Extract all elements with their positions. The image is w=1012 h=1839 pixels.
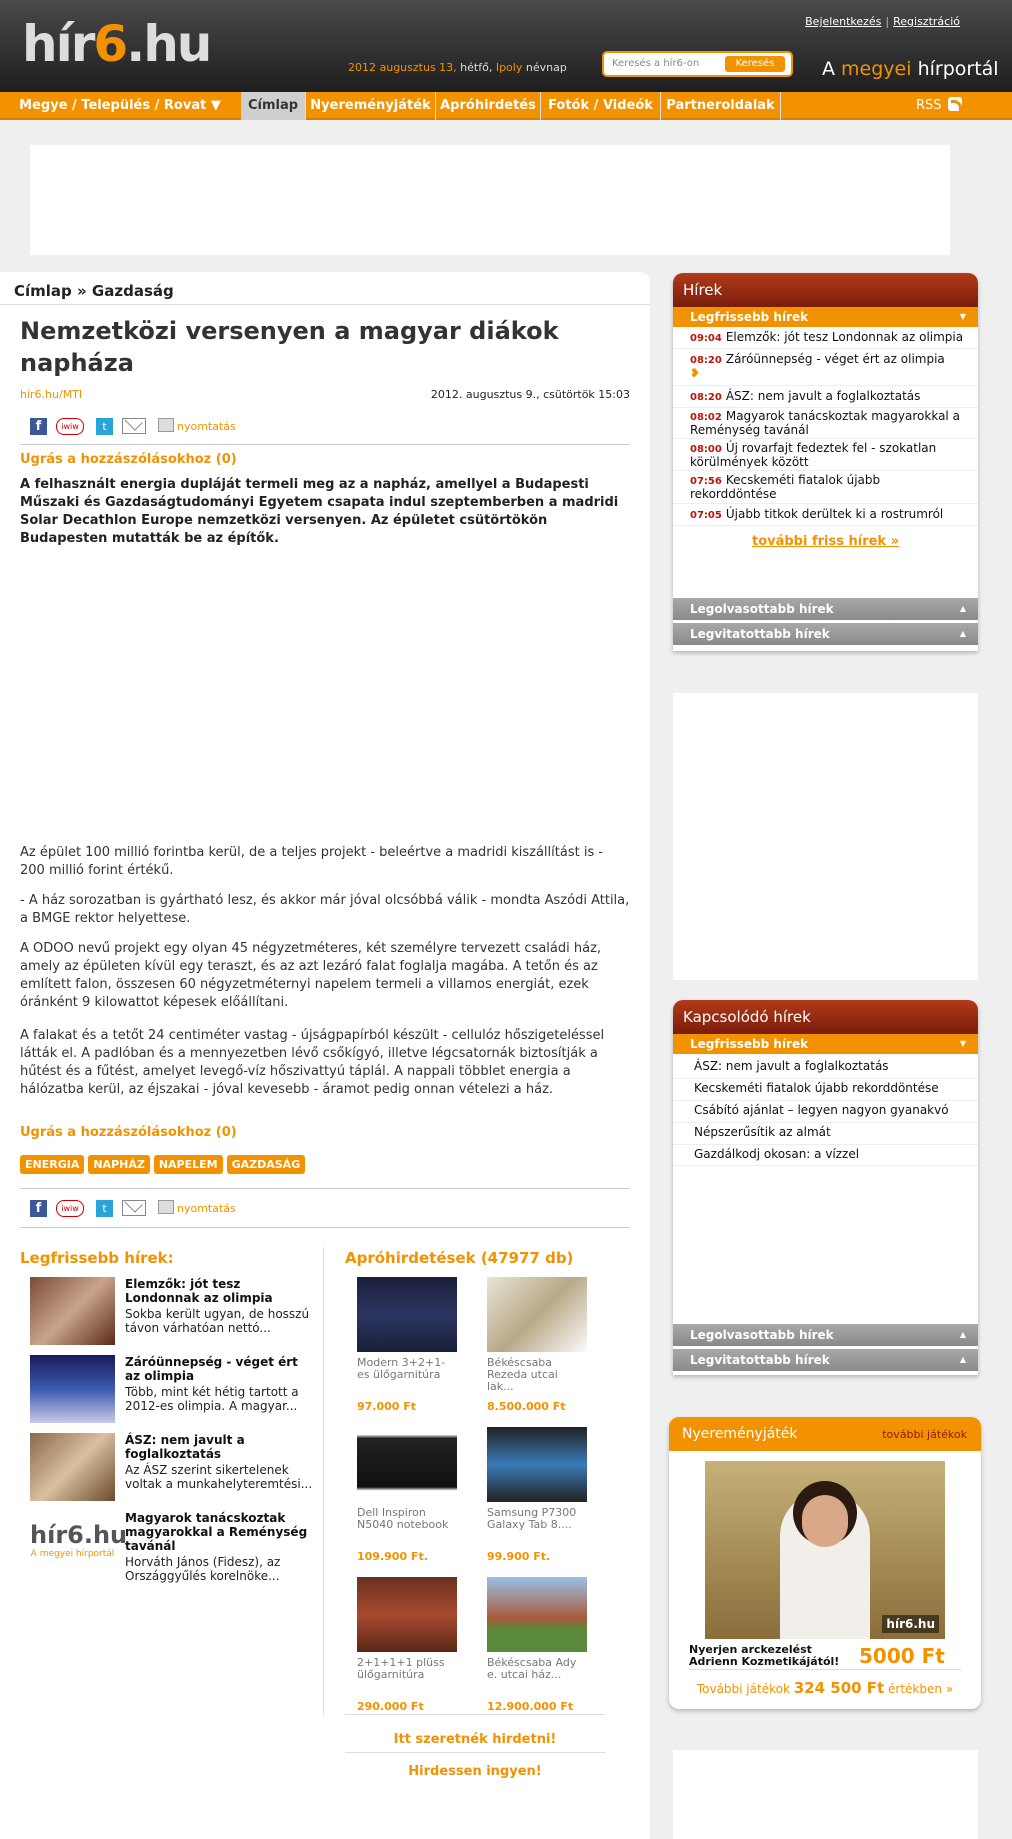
advertise-here-link[interactable]: Itt szeretnék hirdetni! [393,1732,557,1747]
article-lead: A felhasznált energia dupláját termeli meg az a napház, amellyel a Budapesti Műszaki és Gazdaságtudományi Egyetem csapata indul szeptemberben a madridi Solar Decathlon Europe nemzetközi versenyen. Az épületet csütörtökön Budapesten mutatták be az építők. [20,477,619,546]
news-excerpt: Az ÁSZ szerint sikertelenek voltak a munkahelyteremtési... [125,1463,313,1491]
chevron-down-icon: ▼ [959,312,966,321]
latest-news-title: Legfrissebb hírek: [20,1249,174,1267]
prize-game-description[interactable]: Nyerjen arckezelést Adrienn Kozmetikájától! [689,1643,840,1668]
classified-photo[interactable] [487,1427,587,1502]
classifieds-title[interactable]: Apróhirdetések (47977 db) [345,1249,574,1267]
divider [673,525,978,526]
chevron-up-icon: ▲ [959,629,966,638]
latest-news-item[interactable] [30,1511,320,1581]
nav-nyeremenyjatek[interactable]: Nyereményjáték [306,92,436,120]
classified-photo[interactable] [357,1577,457,1652]
news-list-item[interactable]: 08:20 Záróünnepség - véget ért az olimpia ❥ [690,352,945,380]
classified-title[interactable]: Dell Inspiron N5040 notebook [357,1506,449,1531]
column-divider [323,1247,324,1715]
main-nav [0,92,1012,120]
article-title: Nemzetközi versenyen a magyar diákok napháza [20,317,559,377]
divider [673,503,978,504]
logo-text: hír6.hu [30,1521,128,1549]
rss-link[interactable]: RSS [916,92,962,120]
chevron-up-icon: ▲ [959,1330,966,1339]
news-list-item[interactable]: 07:56 Kecskeméti fiatalok újabb rekorddöntése [690,473,881,501]
article-paragraph: A falakat és a tetőt 24 centiméter vastag - újságpapírból készült - cellulóz hőszigeteléssel látták el. A padlóban és a mennyezetben lévő csőkígyó, illetve légcsatornák biztosítják a hűtést és a fűtést, amelyet levegő-víz hőszivattyú táplál. A nappali többlet energia a hálózatba kerül, az éjszakai - jóval kevesebb - áramot pedig onnan vételezi a ház. [20,1028,605,1097]
article-source[interactable]: hír6.hu/MTI [20,388,83,401]
tag-napelem[interactable]: NAPELEM [154,1155,223,1174]
facebook-icon[interactable]: f [30,1200,47,1217]
chevron-up-icon: ▲ [959,1355,966,1364]
related-item[interactable]: Népszerűsítik az almát [694,1125,831,1139]
classified-title[interactable]: 2+1+1+1 plüss ülőgarnitúra [357,1656,445,1681]
olympic-flame-icon: ❥ [690,366,701,380]
divider [345,1752,605,1753]
divider [673,385,978,386]
classified-price: 8.500.000 Ft [487,1400,566,1413]
search-input[interactable]: Keresés a hír6-on [612,58,700,69]
divider [345,1714,605,1715]
nav-fotok-videok[interactable]: Fotók / Videók [541,92,661,120]
divider [673,1165,978,1166]
news-headline[interactable]: Magyarok tanácskoztak magyarokkal a Reménység tavánál [125,1511,308,1553]
print-icon[interactable] [158,418,174,432]
news-list-item[interactable]: 09:04 Elemzők: jót tesz Londonnak az olimpia [690,330,964,344]
article-column [0,272,650,1839]
news-list-item[interactable]: 08:02 Magyarok tanácskoztak magyarokkal a Reménység tavánál [690,409,960,437]
divider [673,470,978,471]
tab-latest-related[interactable]: Legfrissebb hírek ▼ [673,1034,978,1054]
sidebar-ad [673,693,978,980]
classified-photo[interactable] [357,1277,457,1352]
divider [673,1100,978,1101]
news-list-item[interactable]: 08:00 Új rovarfajt fedeztek fel - szokatlan körülmények között [690,441,937,469]
news-excerpt: Sokba került ugyan, de hosszú távon várhatóan nettó... [125,1307,310,1335]
site-header [0,0,1012,92]
tab-latest-news[interactable]: Legfrissebb hírek ▼ [673,307,978,327]
tag-list [20,1155,309,1174]
more-games-footer[interactable]: További játékok 324 500 Ft értékben » [696,1679,954,1697]
divider [20,444,630,445]
tagline: A megyei hírportál [822,58,999,80]
photo-watermark: hír6.hu [882,1615,939,1633]
print-link[interactable]: nyomtatás [177,420,236,433]
news-thumbnail[interactable] [30,1277,115,1345]
more-news-link[interactable]: további friss hírek » [751,534,900,549]
facebook-icon[interactable]: f [30,418,47,435]
register-link[interactable]: Regisztráció [893,15,960,28]
divider [673,348,978,349]
top-ad-banner [30,145,950,255]
news-headline[interactable]: Záróünnepség - véget ért az olimpia [125,1355,298,1383]
article-date: 2012. augusztus 9., csütörtök 15:03 [430,388,630,401]
classified-item[interactable] [345,1577,455,1727]
tab-most-debated-related[interactable]: Legvitatottabb hírek ▲ [673,1349,978,1371]
latest-news-item[interactable] [30,1433,320,1503]
tab-most-read[interactable]: Legolvasottabb hírek ▲ [673,598,978,620]
prize-game-photo[interactable] [705,1461,945,1639]
classified-item[interactable] [475,1277,585,1427]
divider [673,438,978,439]
tag-gazdasag[interactable]: GAZDASÁG [227,1155,306,1174]
breadcrumb-divider [0,304,650,305]
latest-news-item[interactable] [30,1277,320,1347]
article-paragraph: - A ház sorozatban is gyártható lesz, és akkor már jóval olcsóbbá válik - mondta Aszódi Attila, a BMGE rektor helyettese. [20,893,630,926]
classified-title[interactable]: Békéscsaba Rezeda utcai lak... [487,1356,558,1393]
login-link[interactable]: Bejelentkezés [805,15,882,28]
classified-photo[interactable] [357,1427,457,1502]
related-news-box [673,1000,978,1375]
news-thumbnail[interactable] [30,1355,115,1423]
classified-item[interactable] [475,1427,585,1577]
site-logo[interactable]: hír6.hu [22,15,211,73]
divider [673,1144,978,1145]
tab-most-read-related[interactable]: Legolvasottabb hírek ▲ [673,1324,978,1346]
classified-item[interactable] [475,1577,585,1727]
rss-icon [948,97,962,111]
breadcrumb[interactable]: Címlap » Gazdaság [14,282,174,300]
print-icon[interactable] [158,1200,174,1214]
logo-subtext: A megyei hírportál [30,1549,115,1559]
classified-price: 290.000 Ft [357,1700,424,1713]
divider [673,1078,978,1079]
email-icon[interactable] [122,418,146,434]
chevron-down-icon: ▼ [959,1039,966,1048]
classified-photo[interactable] [487,1277,587,1352]
tag-naphaz[interactable]: NAPHÁZ [88,1155,149,1174]
tag-energia[interactable]: ENERGIA [20,1155,84,1174]
classified-price: 97.000 Ft [357,1400,417,1413]
classified-price: 99.900 Ft. [487,1550,551,1563]
classified-price: 12.900.000 Ft [487,1700,574,1713]
news-headline[interactable]: Elemzők: jót tesz Londonnak az olimpia [125,1277,273,1305]
article-paragraph: Az épület 100 millió forintba kerül, de a teljes projekt - beleértve a madridi kiszállítást is - 200 millió forint értékű. [20,845,604,878]
classified-title[interactable]: Samsung P7300 Galaxy Tab 8.... [487,1506,577,1531]
news-headline[interactable]: ÁSZ: nem javult a foglalkoztatás [125,1433,245,1461]
person-face [802,1495,848,1547]
chevron-up-icon: ▲ [959,604,966,613]
jump-to-comments-link[interactable]: Ugrás a hozzászólásokhoz (0) [20,452,237,467]
divider [689,1669,961,1670]
classified-photo[interactable] [487,1577,587,1652]
nav-region-menu[interactable]: Megye / Település / Rovat ▼ [19,98,221,113]
header-date: 2012 augusztus 13, hétfő, Ipoly névnap [348,61,567,74]
news-list-item[interactable]: 07:05 Újabb titkok derültek ki a rostrumról [690,507,944,521]
twitter-icon[interactable]: t [96,1200,113,1217]
classified-price: 109.900 Ft. [357,1550,428,1563]
news-excerpt: Horváth János (Fidesz), az Országgyűlés korelnöke... [125,1555,281,1583]
news-thumbnail[interactable] [30,1433,115,1501]
divider [20,1227,630,1228]
classified-item[interactable] [345,1277,455,1427]
divider [673,407,978,408]
sidebar-ad-bottom [673,1750,978,1839]
news-box [673,273,978,651]
latest-news-item[interactable] [30,1355,320,1425]
iwiw-icon[interactable]: iwiw [56,418,84,435]
account-links: Bejelentkezés | Regisztráció [805,15,960,28]
related-item[interactable]: Kecskeméti fiatalok újabb rekorddöntése [694,1081,939,1095]
email-icon[interactable] [122,1200,146,1216]
prize-game-box [669,1417,981,1709]
news-box-title: Hírek [673,273,978,307]
print-link[interactable]: nyomtatás [177,1202,236,1215]
jump-to-comments-link-bottom[interactable]: Ugrás a hozzászólásokhoz (0) [20,1125,237,1140]
prize-game-title[interactable]: Nyereményjáték [682,1426,798,1442]
nav-partneroldalak[interactable]: Partneroldalak [661,92,781,120]
related-item[interactable]: Gazdálkodj okosan: a vízzel [694,1147,860,1161]
iwiw-icon[interactable]: iwiw [56,1200,84,1217]
divider [20,1188,630,1189]
related-item[interactable]: ÁSZ: nem javult a foglalkoztatás [694,1059,889,1073]
divider [673,1122,978,1123]
nav-cimlap[interactable]: Címlap [241,92,306,120]
related-box-title: Kapcsolódó hírek [673,1000,978,1034]
search-button[interactable]: Keresés [725,56,785,72]
search-box [602,51,793,77]
related-item[interactable]: Csábító ajánlat – legyen nagyon gyanakvó [694,1103,949,1117]
classified-title[interactable]: Békéscsaba Ady e. utcai ház... [487,1656,577,1681]
tab-most-debated[interactable]: Legvitatottabb hírek ▲ [673,623,978,645]
twitter-icon[interactable]: t [96,418,113,435]
prize-game-value: 5000 Ft [859,1644,945,1668]
classified-item[interactable] [345,1427,455,1577]
nav-aprohirdetes[interactable]: Apróhirdetés [436,92,541,120]
article-paragraph: A ODOO nevű projekt egy olyan 45 négyzetméteres, két személyre tervezett családi ház, amely az épületen kívül egy teraszt, és az azt lezáró falat foglalja magába. A tetőn és az említett falon, összesen 60 négyzetméternyi napelem termeli a villamos energiát, ezek óránként 9 kilowattot képesek előállítani. [20,941,602,1010]
advertise-free-link[interactable]: Hirdessen ingyen! [408,1764,542,1779]
news-thumbnail-logo[interactable] [30,1511,128,1579]
news-list-item[interactable]: 08:20 ÁSZ: nem javult a foglalkoztatás [690,389,921,403]
news-excerpt: Több, mint két hétig tartott a 2012-es olimpia. A magyar... [125,1385,299,1413]
classified-title[interactable]: Modern 3+2+1-es ülőgarnitúra [357,1356,446,1381]
more-games-link[interactable]: további játékok [882,1428,967,1441]
